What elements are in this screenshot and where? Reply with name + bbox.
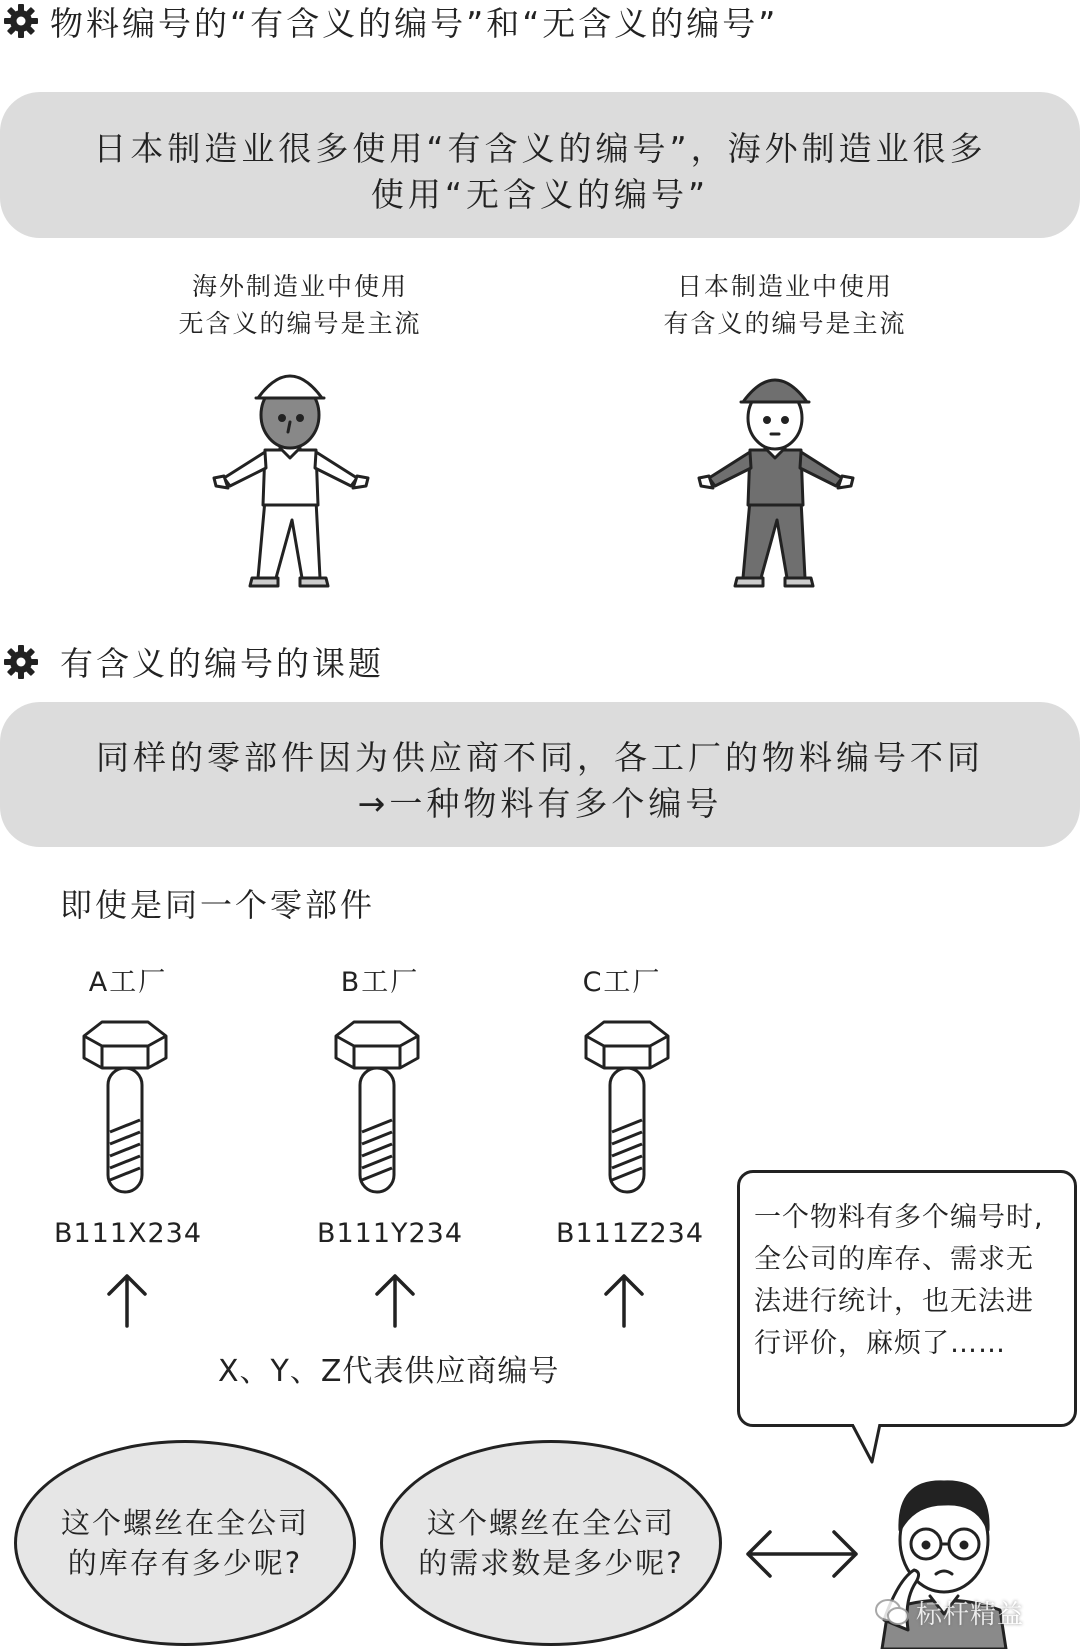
same-part-label: 即使是同一个零部件 [60, 886, 376, 924]
gear-icon [4, 645, 38, 679]
up-arrow-icon [602, 1272, 646, 1328]
overseas-worker-illustration [210, 360, 380, 590]
factory-label: B工厂 [340, 967, 420, 998]
up-arrow-icon [373, 1272, 417, 1328]
supplier-note: X、Y、Z代表供应商编号 [218, 1354, 560, 1389]
banner-line: 使用“无含义的编号” [370, 175, 710, 214]
overseas-caption: 海外制造业中使用 无含义的编号是主流 [178, 272, 422, 338]
speech-bubble: 一个物料有多个编号时, 全公司的库存、需求无 法进行统计，也无法进 行评价，麻烦了…… [737, 1170, 1077, 1427]
up-arrow-icon [105, 1272, 149, 1328]
japan-worker-illustration [695, 360, 865, 590]
part-code: B111X234 [53, 1218, 203, 1249]
double-arrow-icon [742, 1524, 862, 1584]
banner-line: 日本制造业很多使用“有含义的编号”，海外制造业很多 [93, 129, 987, 168]
section-title: 物料编号的“有含义的编号”和“无含义的编号” [50, 4, 779, 43]
speech-bubble-tail [850, 1424, 890, 1464]
factory-label: C工厂 [582, 967, 662, 998]
bolt-icon [80, 1020, 170, 1200]
watermark [874, 1594, 1024, 1631]
banner-line: 同样的零部件因为供应商不同，各工厂的物料编号不同 [96, 738, 984, 777]
part-code: B111Y234 [316, 1218, 464, 1249]
issue-banner [0, 702, 1080, 847]
wechat-icon [874, 1598, 910, 1628]
part-code: B111Z234 [555, 1218, 705, 1249]
bolt-icon [332, 1020, 422, 1200]
info-banner [0, 92, 1080, 238]
question-bubble: 这个螺丝在全公司 的需求数是多少呢? [380, 1440, 722, 1646]
factory-label: A工厂 [88, 967, 168, 998]
gear-icon [4, 4, 38, 38]
section-title: 有含义的编号的课题 [60, 644, 384, 683]
bolt-icon [582, 1020, 672, 1200]
banner-line: →一种物料有多个编号 [357, 784, 723, 823]
question-bubble: 这个螺丝在全公司 的库存有多少呢? [14, 1440, 356, 1646]
japan-caption: 日本制造业中使用 有含义的编号是主流 [663, 272, 907, 338]
watermark-text: 标杆精益 [916, 1600, 1025, 1630]
